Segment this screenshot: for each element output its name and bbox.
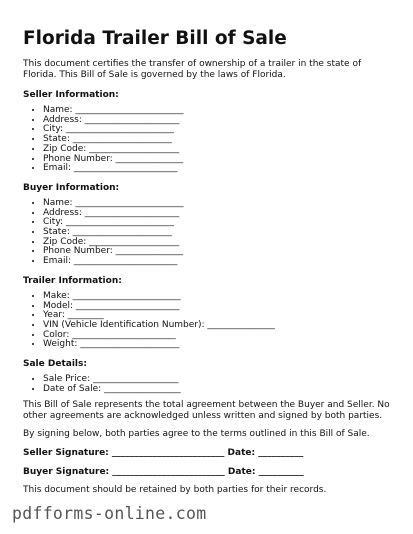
trailer-color-field: • Color: _______________________ [43,331,393,341]
seller-field-list [23,106,393,174]
trailer-heading: Trailer Information: [23,275,122,286]
seller-state-field: • State: ______________________ [43,135,393,145]
sale-heading: Sale Details: [23,359,87,370]
seller-name-field: • Name: ________________________ [43,106,393,116]
consent-paragraph: By signing below, both parties agree to the terms outlined in this Bill of Sale. [23,429,370,440]
buyer-signature-line: Buyer Signature: _________________________ Date: __________ [23,467,304,478]
seller-phone-field: • Phone Number: _______________ [43,155,393,165]
document-page [23,28,393,496]
buyer-phone-field: • Phone Number: _______________ [43,247,393,257]
trailer-make-field: • Make: ________________________ [43,292,393,302]
seller-signature-line: Seller Signature: _________________________ Date: __________ [23,448,304,459]
buyer-email-field: • Email: _______________________ [43,257,393,267]
trailer-year-field: • Year: ________ [43,311,393,321]
buyer-name-field: • Name: ________________________ [43,199,393,209]
buyer-field-list [23,199,393,267]
sale-price-field: • Sale Price: ___________________ [43,375,393,385]
seller-address-field: • Address: _____________________ [43,116,393,126]
retention-paragraph: This document should be retained by both parties for their records. [23,485,327,496]
seller-heading: Seller Information: [23,90,119,100]
buyer-heading: Buyer Information: [23,182,120,193]
buyer-address-field: • Address: _____________________ [43,209,393,219]
buyer-city-field: • City: ________________________ [43,218,393,228]
sale-date-field: • Date of Sale: _________________ [43,385,393,395]
seller-email-field: • Email: _______________________ [43,164,393,174]
trailer-field-list [23,292,393,350]
site-watermark: pdfforms-online.com [12,504,207,523]
document-title: Florida Trailer Bill of Sale [23,28,287,49]
sale-field-list [23,375,393,394]
buyer-zip-field: • Zip Code: ____________________ [43,238,393,248]
intro-paragraph: This document certifies the transfer of ownership of a trailer in the state of Florida. This Bill of Sale is governed by the laws of Florida. [23,59,362,80]
seller-city-field: • City: ________________________ [43,125,393,135]
agreement-paragraph: This Bill of Sale represents the total agreement between the Buyer and Seller. No other agreements are acknowledged unless written and signed by both parties. [23,400,390,422]
buyer-state-field: • State: ______________________ [43,228,393,238]
trailer-vin-field: • VIN (Vehicle Identification Number): _______________ [43,321,393,331]
trailer-weight-field: • Weight: ______________________ [43,340,393,350]
trailer-model-field: • Model: _______________________ [43,302,393,312]
seller-zip-field: • Zip Code: ____________________ [43,145,393,155]
